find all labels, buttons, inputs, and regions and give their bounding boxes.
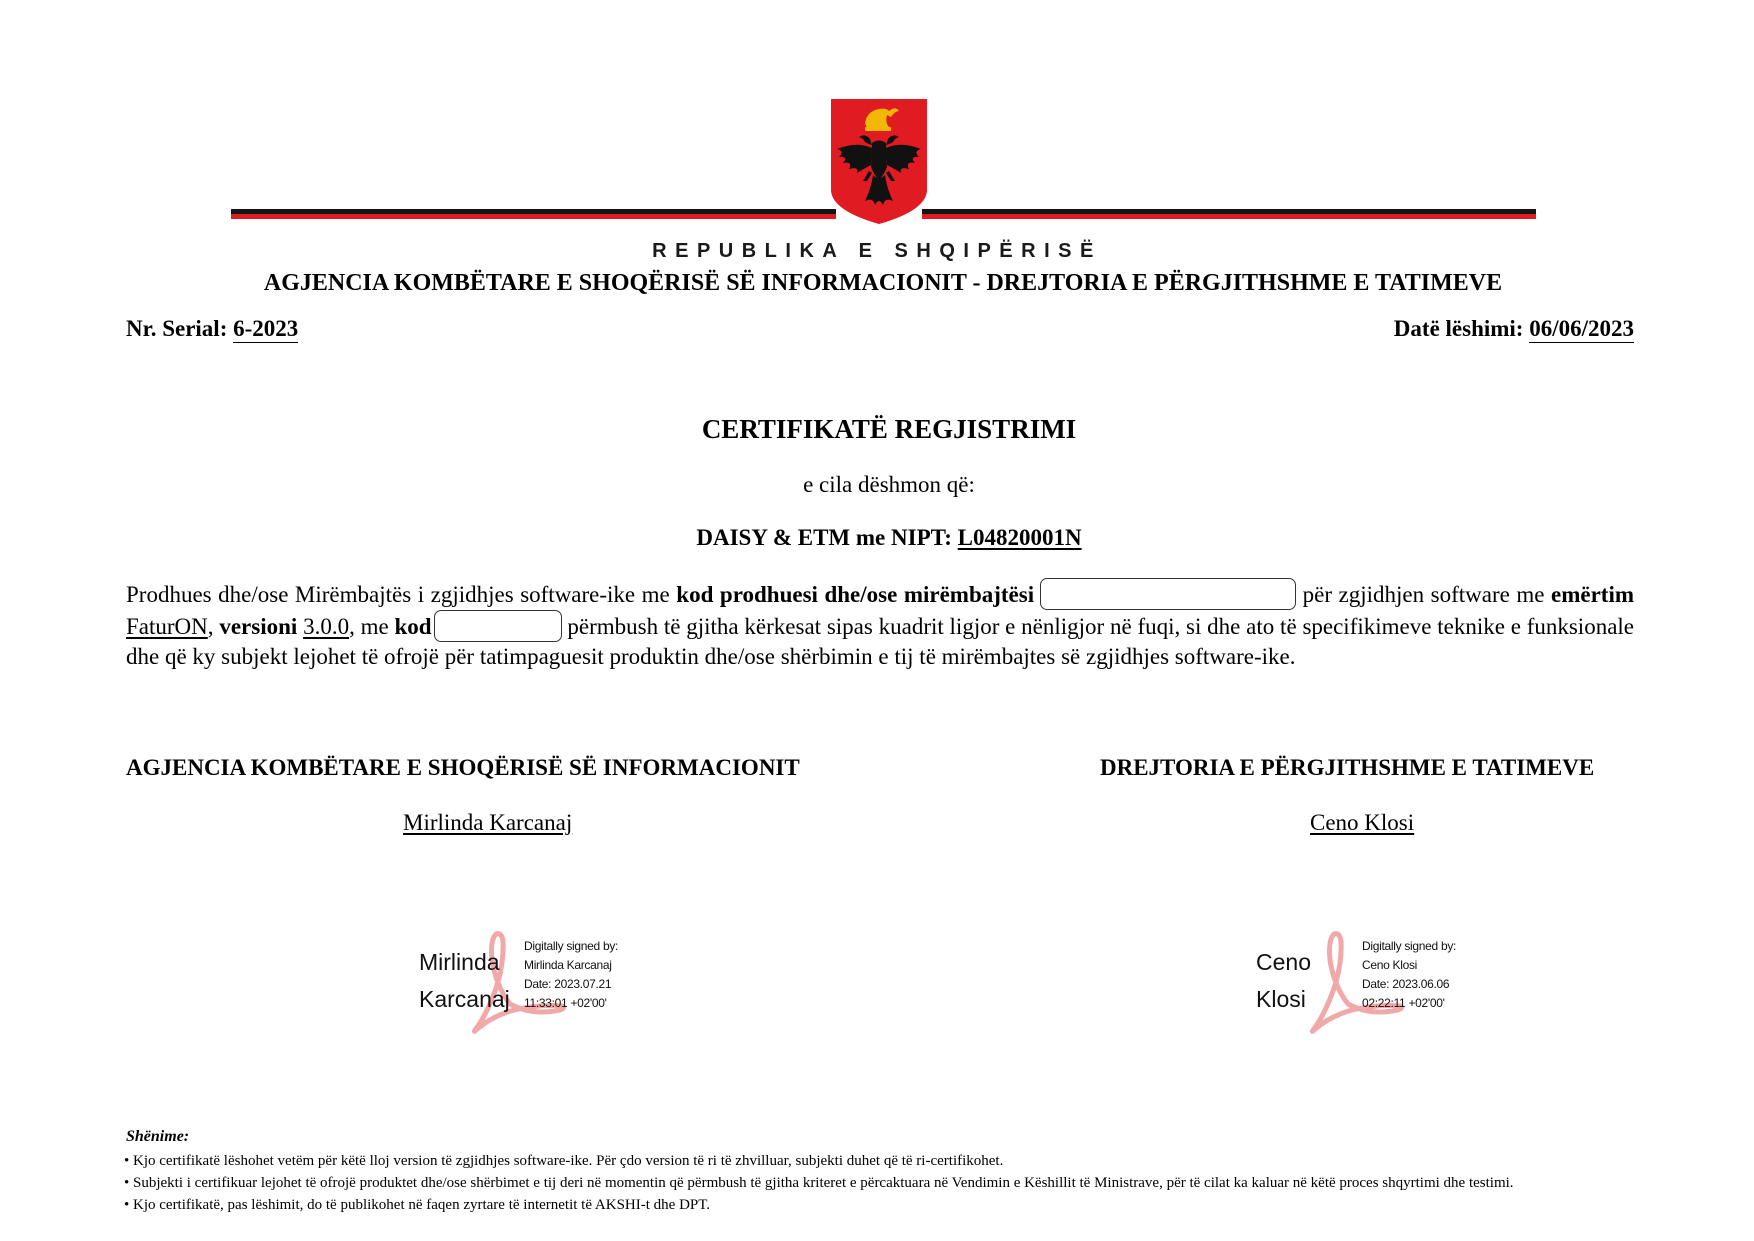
serial-value: 6-2023	[233, 316, 299, 341]
coat-of-arms-icon	[825, 93, 933, 231]
signature-date-left: Date: 2023.07.21	[524, 977, 612, 991]
signature-date-right: Date: 2023.06.06	[1362, 977, 1450, 991]
certificate-body	[126, 578, 1634, 672]
body-bold-code: kod	[394, 614, 432, 639]
notes-title: Shënime:	[126, 1128, 190, 1145]
issue-date-label: Datë lëshimi:	[1393, 316, 1524, 341]
version-value: 3.0.0	[303, 614, 350, 639]
signature-details-left	[524, 937, 618, 1013]
issue-date-value: 06/06/2023	[1529, 316, 1634, 341]
signed-by-label-left: Digitally signed by:	[524, 939, 619, 953]
attest-line: e cila dëshmon që:	[803, 472, 975, 497]
signer-right: Ceno Klosi	[1362, 958, 1418, 972]
software-name-value: FaturON	[126, 614, 208, 639]
signer-left: Mirlinda Karcanaj	[524, 958, 612, 972]
signature-name-left-line2: Karcanaj	[419, 986, 510, 1012]
note-item: • Kjo certifikatë lëshohet vetëm për këtë lloj version të zgjidhjes software-ike. Për çdo version të ri të zhvilluar, subjekti duhet që të ri-certifikohet.	[124, 1153, 1004, 1169]
body-bold-producer-code: kod prodhuesi dhe/ose mirëmbajtësi	[676, 582, 1035, 607]
signature-time-left: 11:33:01 +02'00'	[524, 996, 607, 1010]
company-line	[0, 525, 1754, 551]
notes-list	[124, 1150, 1634, 1216]
signed-by-label-right: Digitally signed by:	[1362, 939, 1457, 953]
issue-date	[1394, 316, 1634, 342]
note-item: • Subjekti i certifikuar lejohet të ofrojë produktet dhe/ose shërbimet e tij deri në momentin që përmbush të gjitha kriteret e përcaktuara në Vendimin e Këshillit të Ministrave, për të cilat ka kaluar në këtë proces shqyrtimi dhe testimi.	[124, 1175, 1514, 1191]
signature-name-right	[1256, 944, 1311, 1018]
body-bold-version: versioni	[219, 614, 298, 639]
body-bold-name: emërtim	[1551, 582, 1634, 607]
header-band-red-left	[231, 214, 836, 219]
signature-name-left-line1: Mirlinda	[419, 949, 500, 975]
certificate-title: CERTIFIKATË REGJISTRIMI	[701, 414, 1077, 444]
header-band-red-right	[922, 214, 1536, 219]
body-text-2: për zgjidhjen software me	[1296, 582, 1551, 607]
republic-heading: REPUBLIKA E SHQIPËRISË	[652, 240, 1102, 262]
signature-details-right	[1362, 937, 1456, 1013]
signatory-name-left: Mirlinda Karcanaj	[403, 810, 573, 835]
body-text-5: përmbush të gjitha kërkesat sipas kuadrit ligjor e nënligjor në fuqi, si dhe ato të specifikimeve teknike e funksionale dhe që ky subjekt lejohet të ofrojë për tatimpaguesit produktin dhe/ose shërbimin e tij të mirëmbajtes së zgjidhjes software-ike.	[126, 614, 1635, 669]
note-item: • Kjo certifikatë, pas lëshimit, do të publikohet në faqen zyrtare të internetit të AKSHI-t dhe DPT.	[124, 1197, 711, 1213]
signatory-name-right: Ceno Klosi	[1310, 810, 1415, 835]
signature-time-right: 02:22:11 +02'00'	[1362, 996, 1445, 1010]
body-text-1: Prodhues dhe/ose Mirëmbajtës i zgjidhjes software-ike me	[126, 582, 677, 607]
signature-name-right-line1: Ceno	[1256, 949, 1311, 975]
signatory-org-left: AGJENCIA KOMBËTARE E SHOQËRISË SË INFORMACIONIT	[126, 755, 800, 780]
serial-number	[126, 316, 298, 342]
signatory-org-right: DREJTORIA E PËRGJITHSHME E TATIMEVE	[1100, 755, 1595, 780]
signature-name-right-line2: Klosi	[1256, 986, 1306, 1012]
code-field	[434, 610, 562, 642]
nipt-value: L04820001N	[957, 525, 1082, 550]
body-text-4: , me	[349, 614, 395, 639]
agency-heading: AGJENCIA KOMBËTARE E SHOQËRISË SË INFORMACIONIT - DREJTORIA E PËRGJITHSHME E TATIMEVE	[263, 270, 1503, 296]
company-prefix: DAISY & ETM me NIPT:	[696, 525, 952, 550]
producer-code-field	[1040, 578, 1296, 610]
body-text-3: ,	[207, 614, 220, 639]
serial-label: Nr. Serial:	[126, 316, 228, 341]
signature-name-left	[419, 944, 510, 1018]
